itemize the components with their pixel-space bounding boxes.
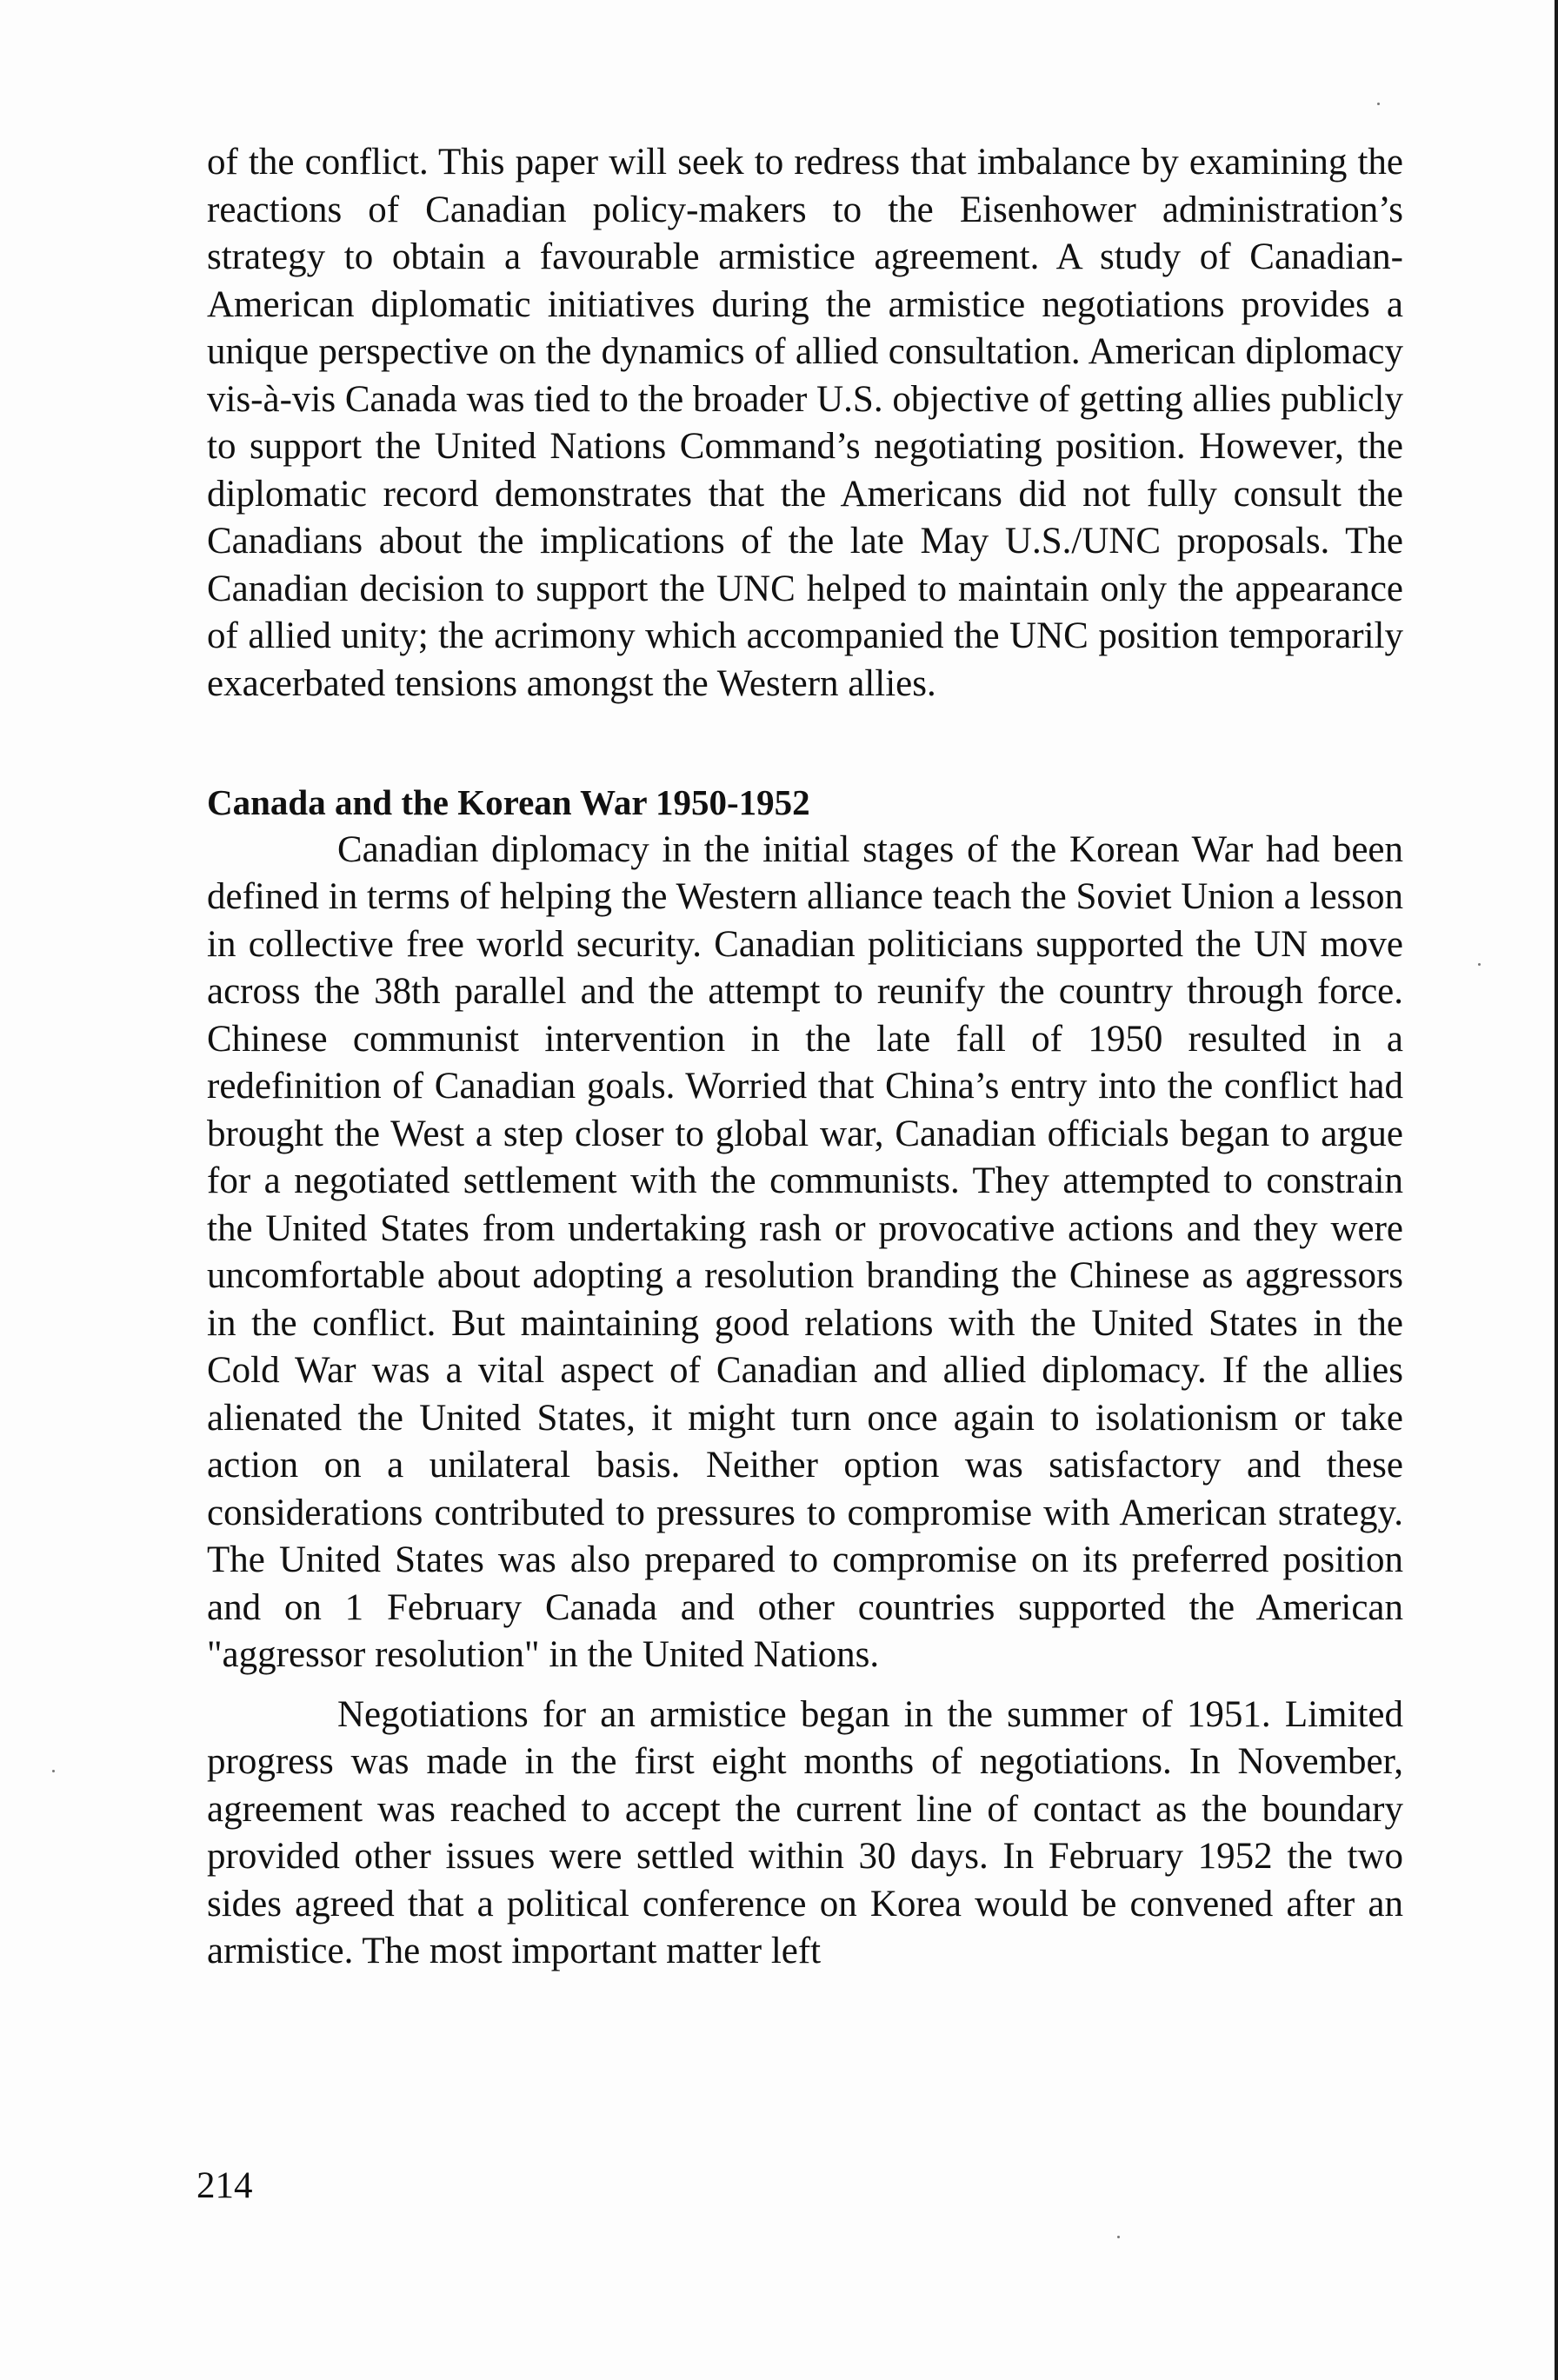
section-paragraph-1: Canadian diplomacy in the initial stages of the Korean War had been defined in terms of helping the Western alliance teach the Soviet Union a lesson in collective free world security. Canadian politicians supported the UN move across the 38th parallel and the attempt to reunify the country through force. Chinese communist intervention in the late fall of 1950 resulted in a redefinition of Canadian goals. Worried that China’s entry into the conflict had brought the West a step closer to global war, Canadian officials began to argue for a negotiated settlement with the communists. They attempted to constrain the United States from undertaking rash or provocative actions and they were uncomfortable about adopting a resolution branding the Chinese as aggressors in the conflict. But maintaining good relations with the United States in the Cold War was a vital aspect of Canadian and allied diplomacy. If the allies alienated the United States, it might turn once again to isolationism or take action on a unilateral basis. Neither option was satisfactory and these considerations contributed to pressures to compromise with American strategy. The United States was also prepared to compromise on its preferred position and on 1 February Canada and other countries supported the American "aggressor resolution" in the United Nations. — [207, 828, 1403, 1675]
section-heading: Canada and the Korean War 1950-1952 — [207, 782, 810, 822]
body-text-column — [207, 139, 1403, 1976]
scan-speck — [1478, 963, 1481, 966]
scan-speck — [1377, 103, 1380, 105]
section-paragraph-2: Negotiations for an armistice began in the summer of 1951. Limited progress was made in the first eight months of negotiations. In November, agreement was reached to accept the current line of contact as the boundary provided other issues were settled within 30 days. In February 1952 the two sides agreed that a political conference on Korea would be convened after an armistice. The most important matter left — [207, 1693, 1403, 1971]
page-number: 214 — [196, 2165, 253, 2206]
scan-speck — [1117, 2236, 1120, 2238]
scan-edge — [1555, 0, 1558, 2380]
scan-speck — [52, 1770, 55, 1772]
intro-paragraph: of the conflict. This paper will seek to redress that imbalance by examining the reactions of Canadian policy-makers to the Eisenhower administration’s strategy to obtain a favourable armistice agreement. A study of Canadian-American diplomatic initiatives during the armistice negotiations provides a unique perspective on the dynamics of allied consultation. American diplomacy vis-à-vis Canada was tied to the broader U.S. objective of getting allies publicly to support the United Nations Command’s negotiating position. However, the diplomatic record demonstrates that the Americans did not fully consult the Canadians about the implications of the late May U.S./UNC proposals. The Canadian decision to support the UNC helped to maintain only the appearance of allied unity; the acrimony which accompanied the UNC position temporarily exacerbated tensions amongst the Western allies. — [207, 142, 1403, 704]
